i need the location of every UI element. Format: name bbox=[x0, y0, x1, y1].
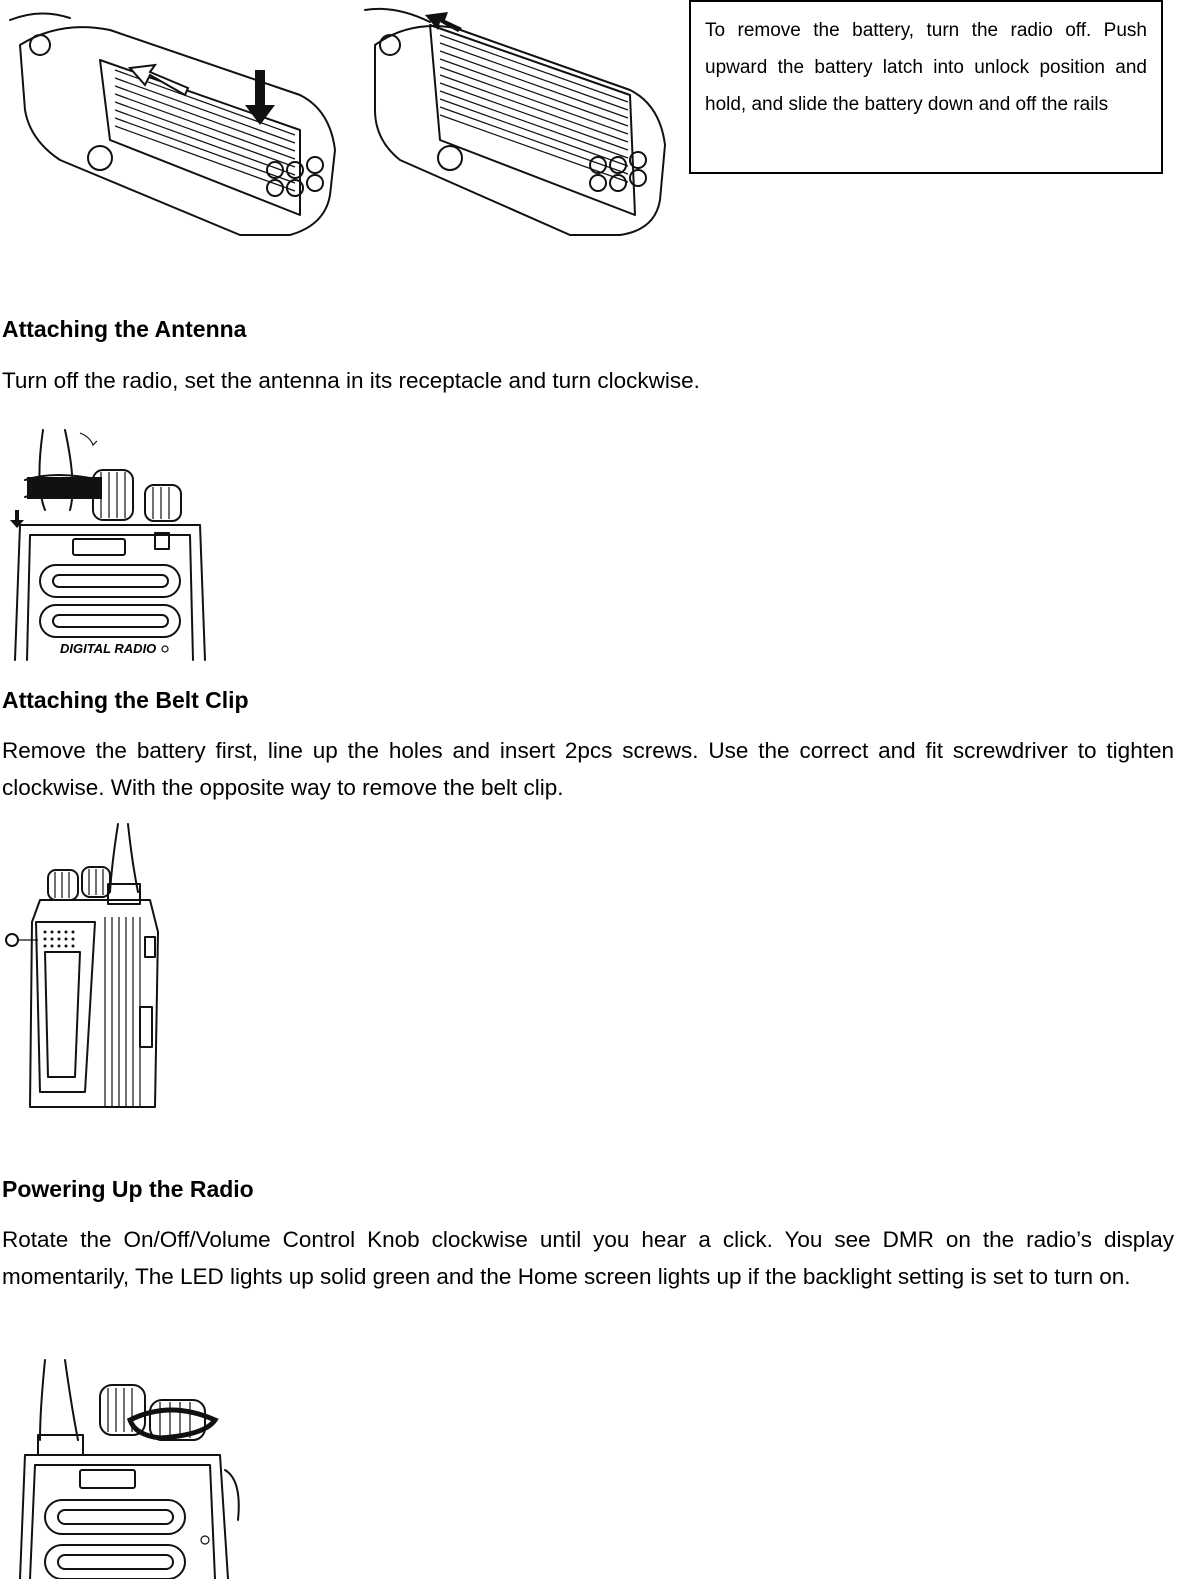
power-up-illustration bbox=[10, 1360, 245, 1579]
power-up-heading: Powering Up the Radio bbox=[2, 1176, 254, 1202]
belt-clip-heading: Attaching the Belt Clip bbox=[2, 687, 249, 713]
power-up-body: Rotate the On/Off/Volume Control Knob clockwise until you hear a click. You see DMR on the radio’s display momentarily, The LED lights up solid green and the Home screen lights up if the backlight setting is set to turn on. bbox=[2, 1227, 1174, 1289]
antenna-illustration bbox=[5, 425, 215, 660]
antenna-body: Turn off the radio, set the antenna in its receptacle and turn clockwise. bbox=[2, 368, 700, 393]
battery-removal-illustration-left bbox=[0, 0, 345, 240]
belt-clip-illustration bbox=[0, 822, 165, 1112]
belt-clip-body: Remove the battery first, line up the holes and insert 2pcs screws. Use the correct and fit screwdriver to tighten clockwise. With the opposite way to remove the belt clip. bbox=[2, 738, 1174, 800]
battery-removal-illustration-right bbox=[360, 0, 680, 240]
digital-radio-label: DIGITAL RADIO bbox=[60, 641, 157, 656]
battery-removal-callout: To remove the battery, turn the radio off. Push upward the battery latch into unlock position and hold, and slide the battery down and off the rails bbox=[689, 0, 1163, 174]
antenna-heading: Attaching the Antenna bbox=[2, 316, 247, 342]
